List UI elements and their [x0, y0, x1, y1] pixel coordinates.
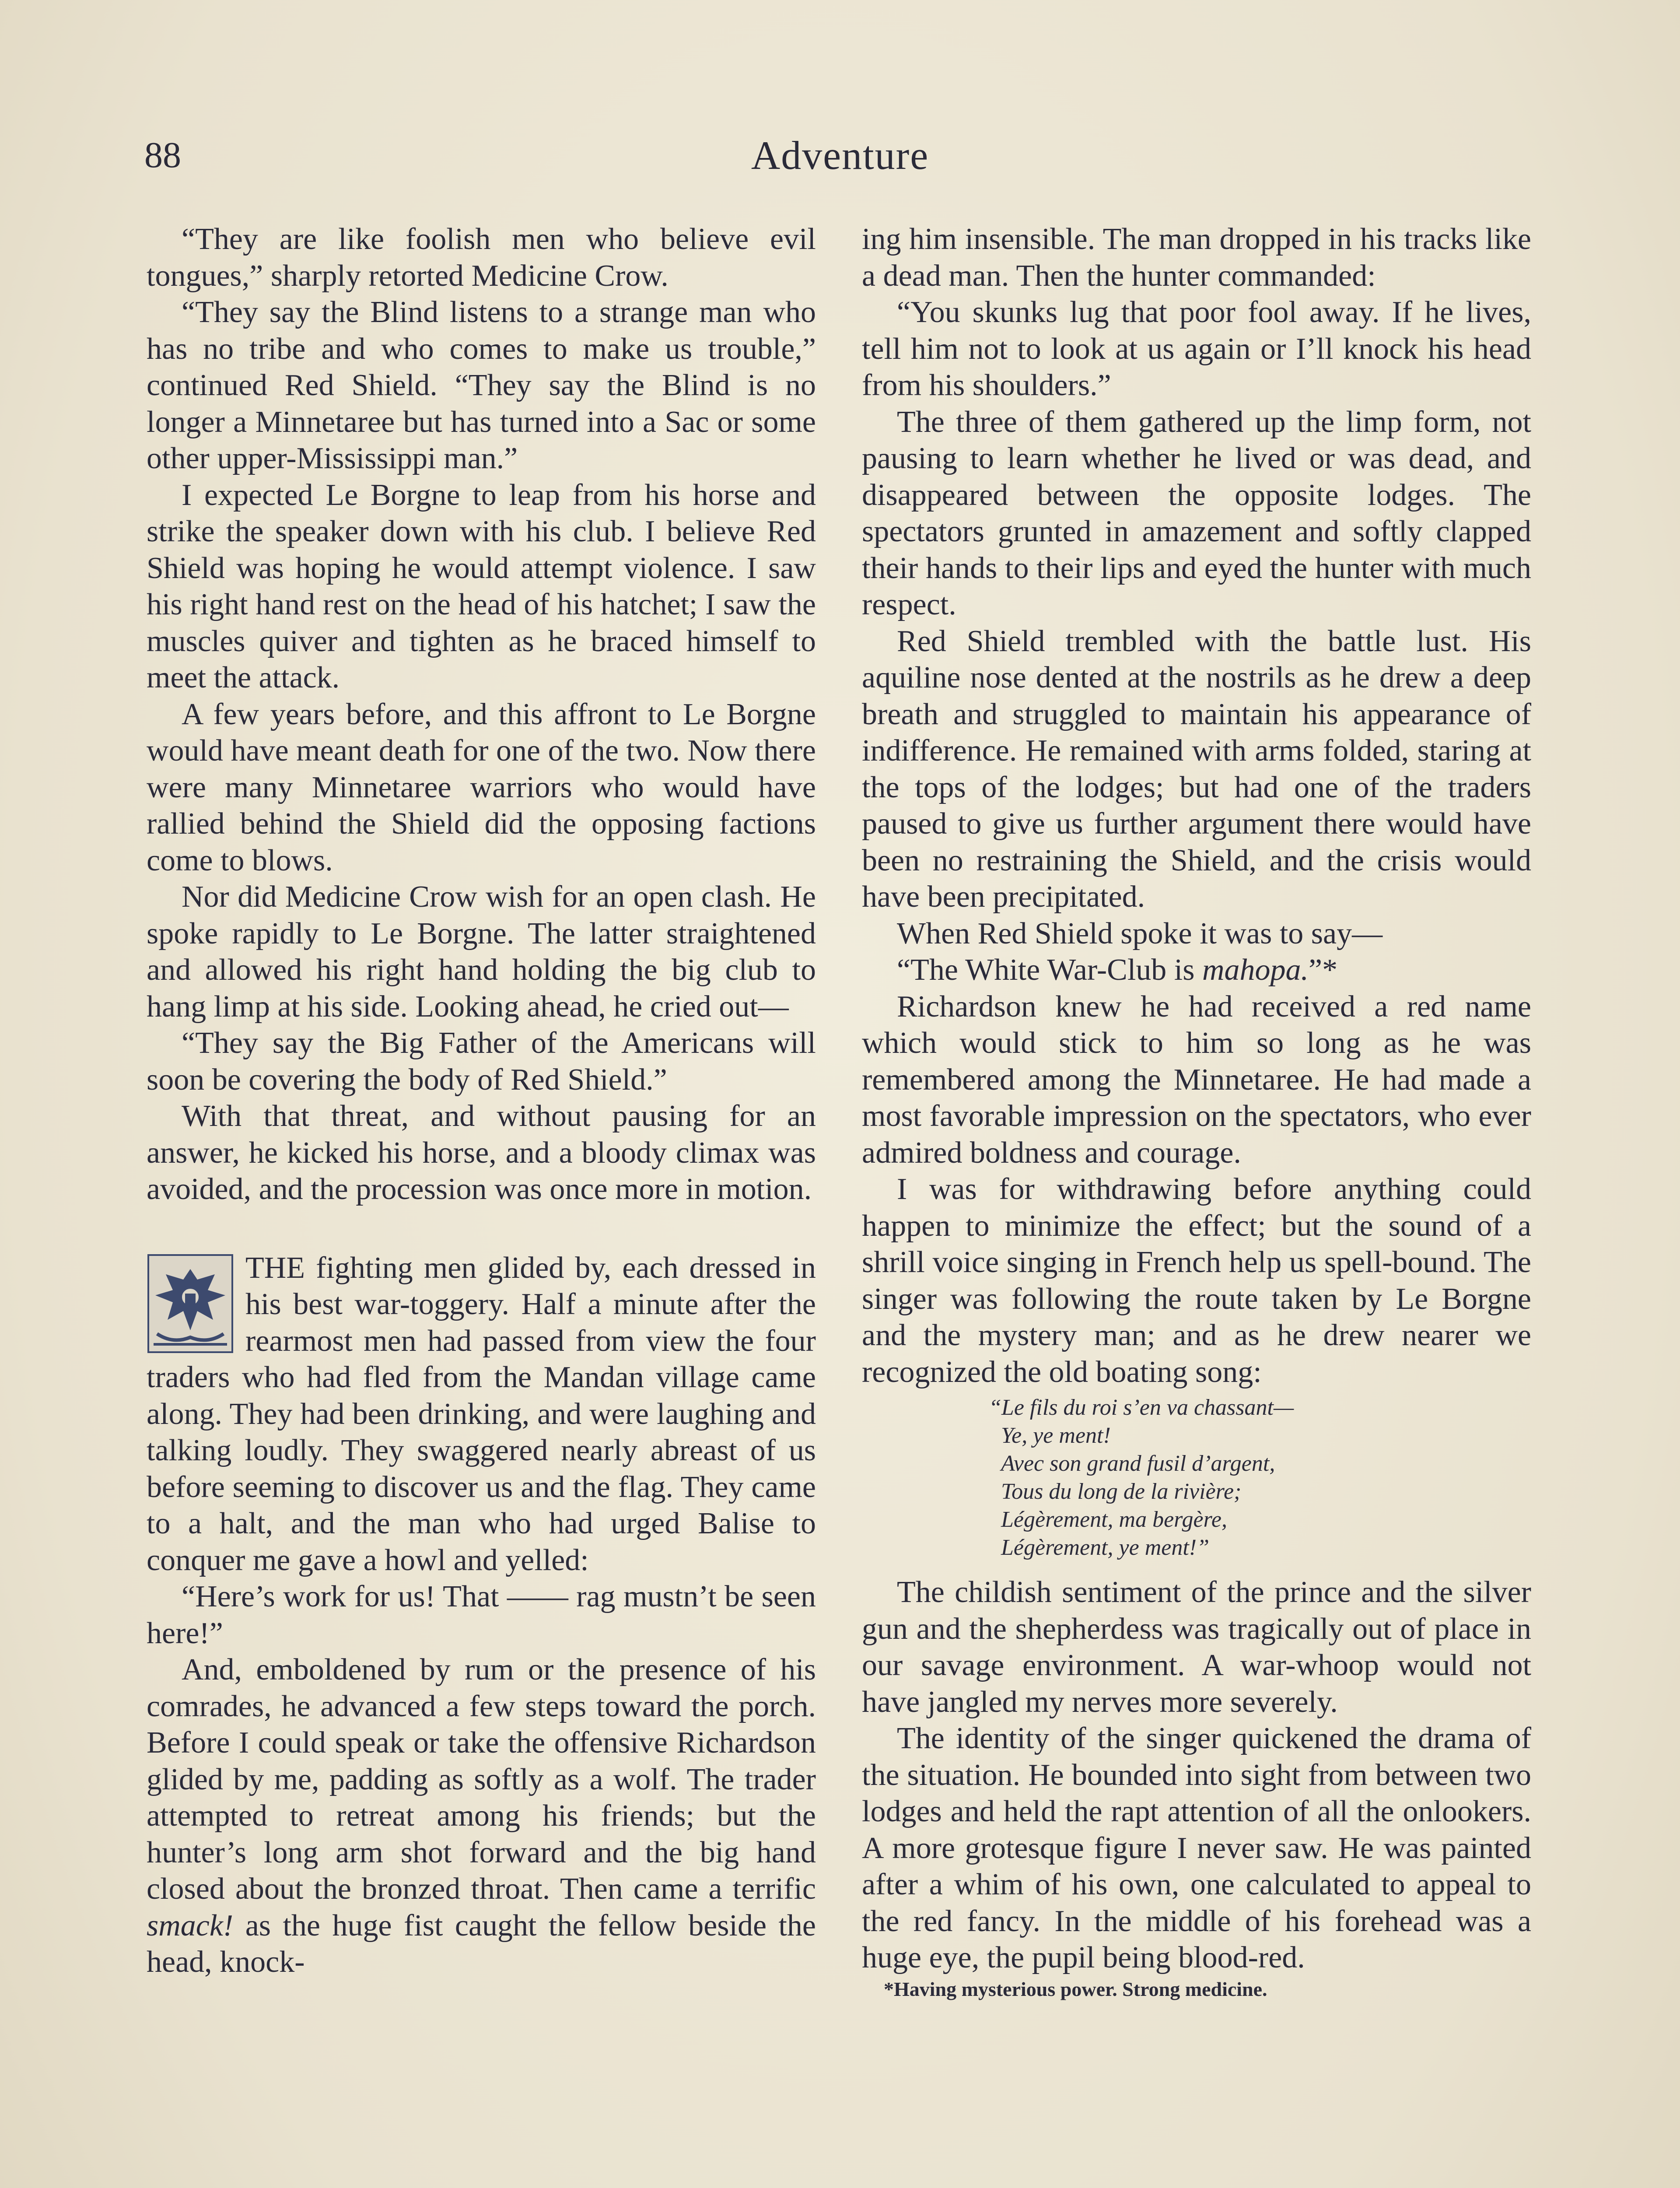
- page-header: [144, 131, 1536, 184]
- paragraph: Red Shield trembled with the battle lust. His aquiline nose dented at the nostrils as he drew a deep breath and struggled to maintain his appearance of indifference. He remained with arms folded, staring at the tops of the lodges; but had one of the traders paused to give us further argument there would have been no restraining the Shield, and the crisis would have been precipitated.: [862, 624, 1531, 914]
- song-verse: [989, 1394, 1531, 1562]
- section-paragraph: [147, 1250, 816, 1579]
- italic-text: mahopa.: [1202, 953, 1309, 987]
- text-run: ”*: [1309, 953, 1338, 987]
- text-run: as the huge fist caught the fellow beside the head, knock-: [147, 1908, 816, 1979]
- paragraph: When Red Shield spoke it was to say—: [897, 916, 1383, 950]
- paragraph: I was for withdrawing before anything could happen to minimize the effect; but the sound of a shrill voice singing in French help us spell-bound. The singer was following the route taken by Le Borgne and the mystery man; and as he drew nearer we recognized the old boating song:: [862, 1172, 1531, 1389]
- page-number: 88: [144, 135, 181, 175]
- verse-line: “Le fils du roi s’en va chassant—: [989, 1395, 1294, 1420]
- text-run: And, emboldened by rum or the presence of his comrades, he advanced a few steps toward the porch. Before I could speak or take the offensive Richardson glided by me, padding as softly as a wolf. The trader attempted to retreat among his friends; but the hunter’s long arm shot forward and the big hand closed about the bronzed throat. Then came a terrific: [147, 1653, 816, 1906]
- eagle-ornament-icon: [147, 1253, 234, 1354]
- right-column: [862, 221, 1531, 2002]
- verse-line: Légèrement, ma bergère,: [1001, 1507, 1227, 1532]
- verse-line: Ye, ye ment!: [1001, 1423, 1111, 1448]
- text-run: “The White War-Club is: [897, 953, 1202, 987]
- running-title: Adventure: [751, 133, 929, 178]
- verse-line: Légèrement, ye ment!”: [1001, 1535, 1210, 1560]
- paragraph: The three of them gathered up the limp form, not pausing to learn whether he lived or was dead, and disappeared between the opposite lodges. The spectators grunted in amazement and softly clapped their hands to their lips and eyed the hunter with much respect.: [862, 405, 1531, 621]
- paragraph-with-italic: [862, 952, 1531, 989]
- paragraph: The childish sentiment of the prince and the silver gun and the shepherdess was tragically out of place in our savage environment. A war-whoop would not have jangled my nerves more severely.: [862, 1575, 1531, 1719]
- paragraph: I expected Le Borgne to leap from his horse and strike the speaker down with his club. I believe Red Shield was hoping he would attempt violence. I saw his right hand rest on the head of his hatchet; I saw the muscles quiver and tighten as he braced himself to meet the attack.: [147, 478, 816, 694]
- paragraph: Richardson knew he had received a red name which would stick to him so long as he was remembered among the Minnetaree. He had made a most favorable impression on the spectators, who ever admired boldness and courage.: [862, 989, 1531, 1170]
- section-text: THE fighting men glided by, each dressed in his best war-toggery. Half a minute after the rearmost men had passed from view the four traders who had fled from the Mandan village came along. They had been drinking, and were laughing and talking loudly. They swaggered nearly abreast of us before seeming to discover us and the flag. They came to a halt, and the man who had urged Balise to conquer me gave a howl and yelled:: [147, 1251, 816, 1577]
- paragraph-with-italic: [147, 1652, 816, 1981]
- paragraph: “They are like foolish men who believe evil tongues,” sharply retorted Medicine Crow.: [147, 222, 816, 293]
- italic-text: smack!: [147, 1908, 234, 1943]
- footnote: *Having mysterious power. Strong medicine.: [884, 1978, 1267, 2000]
- verse-line: Avec son grand fusil d’argent,: [1001, 1451, 1275, 1476]
- paragraph: With that threat, and without pausing for an answer, he kicked his horse, and a bloody climax was avoided, and the procession was once more in motion.: [147, 1099, 816, 1206]
- paragraph: “You skunks lug that poor fool away. If he lives, tell him not to look at us again or I’ll knock his head from his shoulders.”: [862, 295, 1531, 402]
- paragraph: “They say the Big Father of the Americans will soon be covering the body of Red Shield.”: [147, 1026, 816, 1097]
- paragraph: A few years before, and this affront to Le Borgne would have meant death for one of the two. Now there were many Minnetaree warriors who would have rallied behind the Shield did the opposing factions come to blows.: [147, 697, 816, 877]
- left-column: [147, 221, 816, 1981]
- paragraph: ing him insensible. The man dropped in his tracks like a dead man. Then the hunter commanded:: [862, 222, 1531, 293]
- paragraph: “They say the Blind listens to a strange man who has no tribe and who comes to make us trouble,” continued Red Shield. “They say the Blind is no longer a Minnetaree but has turned into a Sac or some other upper-Mississippi man.”: [147, 295, 816, 475]
- verse-line: Tous du long de la rivière;: [1001, 1479, 1242, 1504]
- paragraph: “Here’s work for us! That —— rag mustn’t be seen here!”: [147, 1580, 816, 1650]
- paragraph: The identity of the singer quickened the drama of the situation. He bounded into sight from between two lodges and held the rapt attention of all the onlookers. A more grotesque figure I never saw. He was painted after a whim of his own, one calculated to appeal to the red fancy. In the middle of his forehead was a huge eye, the pupil being blood-red.: [862, 1722, 1531, 1974]
- paragraph: Nor did Medicine Crow wish for an open clash. He spoke rapidly to Le Borgne. The latter straightened and allowed his right hand holding the big club to hang limp at his side. Looking ahead, he cried out—: [147, 880, 816, 1024]
